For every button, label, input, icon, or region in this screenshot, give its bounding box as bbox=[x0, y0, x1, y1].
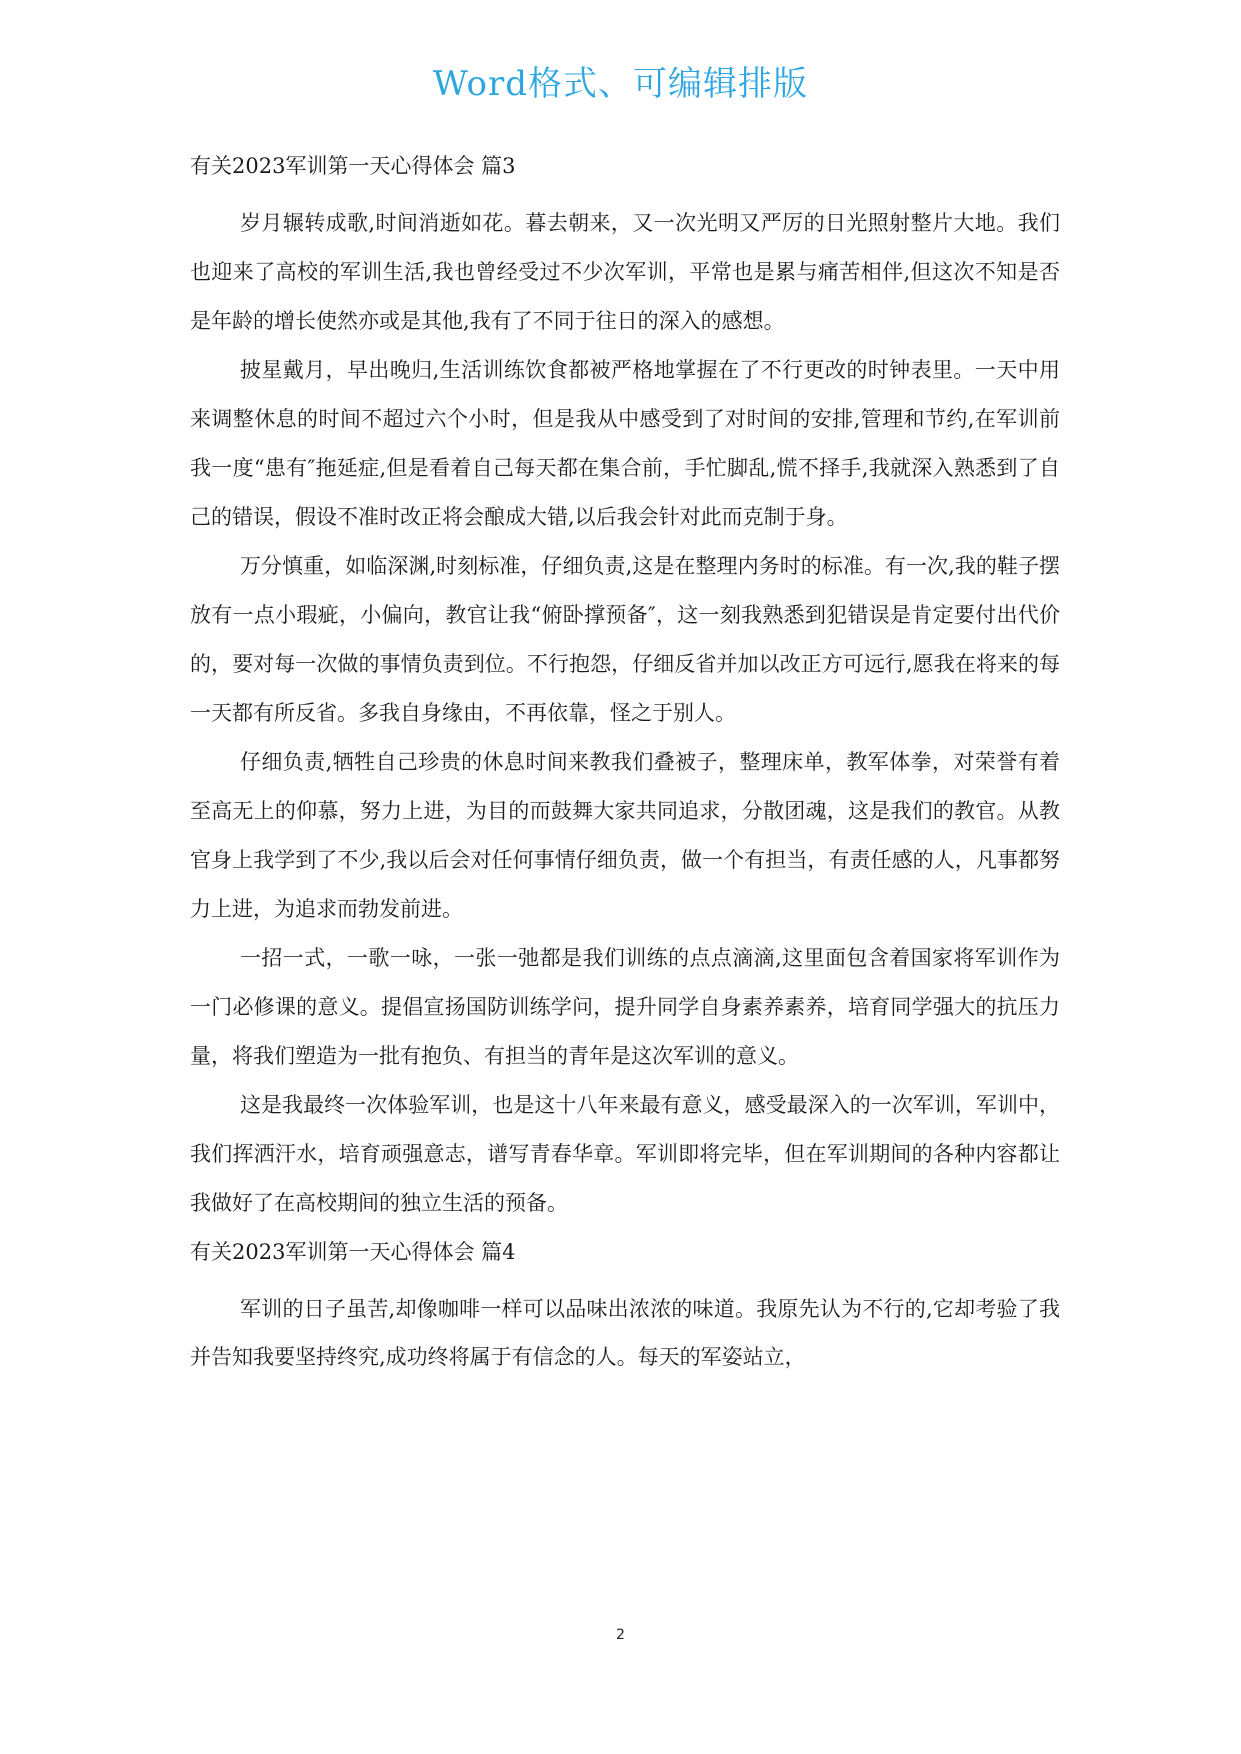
page-number: 2 bbox=[616, 1627, 625, 1643]
paragraph: 这是我最终一次体验军训，也是这十八年来最有意义，感受最深入的一次军训，军训中，我们挥洒汗水，培育顽强意志，谱写青春华章。军训即将完毕，但在军训期间的各种内容都让我做好了在高校期间的独立生活的预备。 bbox=[190, 1093, 1060, 1215]
section-heading: 有关2023军训第一天心得体会 篇3 bbox=[190, 154, 516, 178]
paragraph: 仔细负责,牺牲自己珍贵的休息时间来教我们叠被子，整理床单，教军体拳，对荣誉有着至高无上的仰慕，努力上进，为目的而鼓舞大家共同追求，分散团魂，这是我们的教官。从教官身上我学到了不少,我以后会对任何事情仔细负责，做一个有担当，有责任感的人，凡事都努力上进，为追求而勃发前进。 bbox=[190, 750, 1060, 921]
section-heading: 有关2023军训第一天心得体会 篇4 bbox=[190, 1240, 516, 1264]
paragraph: 军训的日子虽苦,却像咖啡一样可以品味出浓浓的味道。我原先认为不行的,它却考验了我并告知我要坚持终究,成功终将属于有信念的人。每天的军姿站立， bbox=[190, 1297, 1060, 1369]
document-body bbox=[190, 150, 1060, 1381]
paragraph: 万分慎重，如临深渊,时刻标准，仔细负责,这是在整理内务时的标准。有一次,我的鞋子摆放有一点小瑕疵，小偏向，教官让我“俯卧撑预备″，这一刻我熟悉到犯错误是肯定要付出代价的，要对每一次做的事情负责到位。不行抱怨，仔细反省并加以改正方可远行,愿我在将来的每一天都有所反省。多我自身缘由，不再依靠，怪之于别人。 bbox=[190, 554, 1060, 725]
paragraph: 披星戴月，早出晚归,生活训练饮食都被严格地掌握在了不行更改的时钟表里。一天中用来调整休息的时间不超过六个小时，但是我从中感受到了对时间的安排,管理和节约,在军训前我一度“患有″拖延症,但是看着自己每天都在集合前，手忙脚乱,慌不择手,我就深入熟悉到了自己的错误，假设不准时改正将会酿成大错,以后我会针对此而克制于身。 bbox=[190, 358, 1060, 529]
page-header-title: Word格式、可编辑排版 bbox=[432, 64, 809, 104]
paragraph: 岁月辗转成歌,时间消逝如花。暮去朝来，又一次光明又严厉的日光照射整片大地。我们也迎来了高校的军训生活,我也曾经受过不少次军训，平常也是累与痛苦相伴,但这次不知是否是年龄的增长使然亦或是其他,我有了不同于往日的深入的感想。 bbox=[190, 211, 1060, 333]
paragraph: 一招一式，一歌一咏，一张一弛都是我们训练的点点滴滴,这里面包含着国家将军训作为一门必修课的意义。提倡宣扬国防训练学问，提升同学自身素养素养，培育同学强大的抗压力量，将我们塑造为一批有抱负、有担当的青年是这次军训的意义。 bbox=[190, 946, 1060, 1068]
